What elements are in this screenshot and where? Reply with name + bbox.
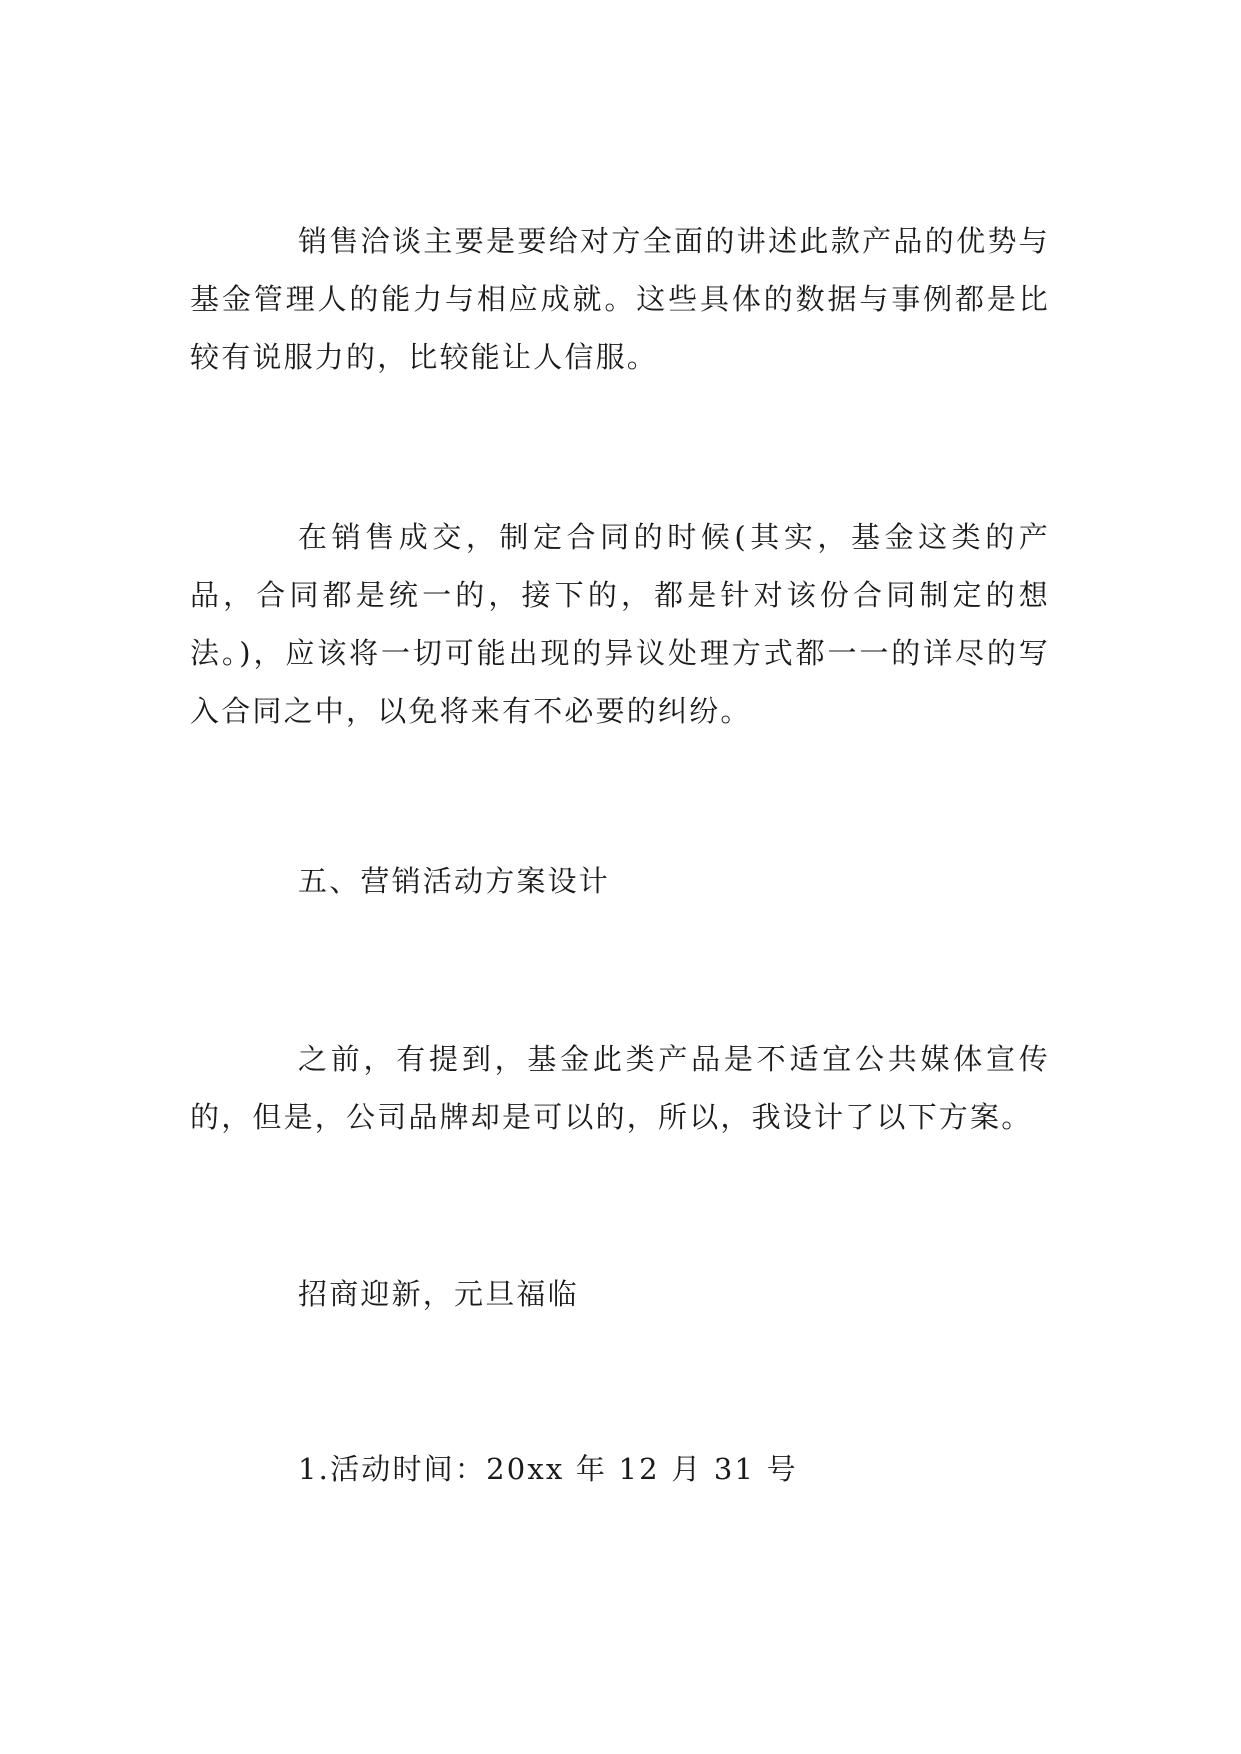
paragraph-sales-negotiation: 销售洽谈主要是要给对方全面的讲述此款产品的优势与基金管理人的能力与相应成就。这些具体的数据与事例都是比较有说服力的，比较能让人信服。 [190, 224, 1050, 374]
paragraph-contract: 在销售成交，制定合同的时候(其实，基金这类的产品，合同都是统一的，接下的，都是针对该份合同制定的想法。)，应该将一切可能出现的异议处理方式都一一的详尽的写入合同之中，以免将来有不必要的纠纷。 [190, 520, 1050, 728]
activity-title: 招商迎新，元旦福临 [298, 1277, 579, 1311]
section-heading: 五、营销活动方案设计 [298, 864, 611, 898]
activity-time: 1.活动时间：20xx 年 12 月 31 号 [298, 1452, 798, 1486]
paragraph-brand-promotion: 之前，有提到，基金此类产品是不适宜公共媒体宣传的，但是，公司品牌却是可以的，所以，我设计了以下方案。 [190, 1042, 1050, 1134]
